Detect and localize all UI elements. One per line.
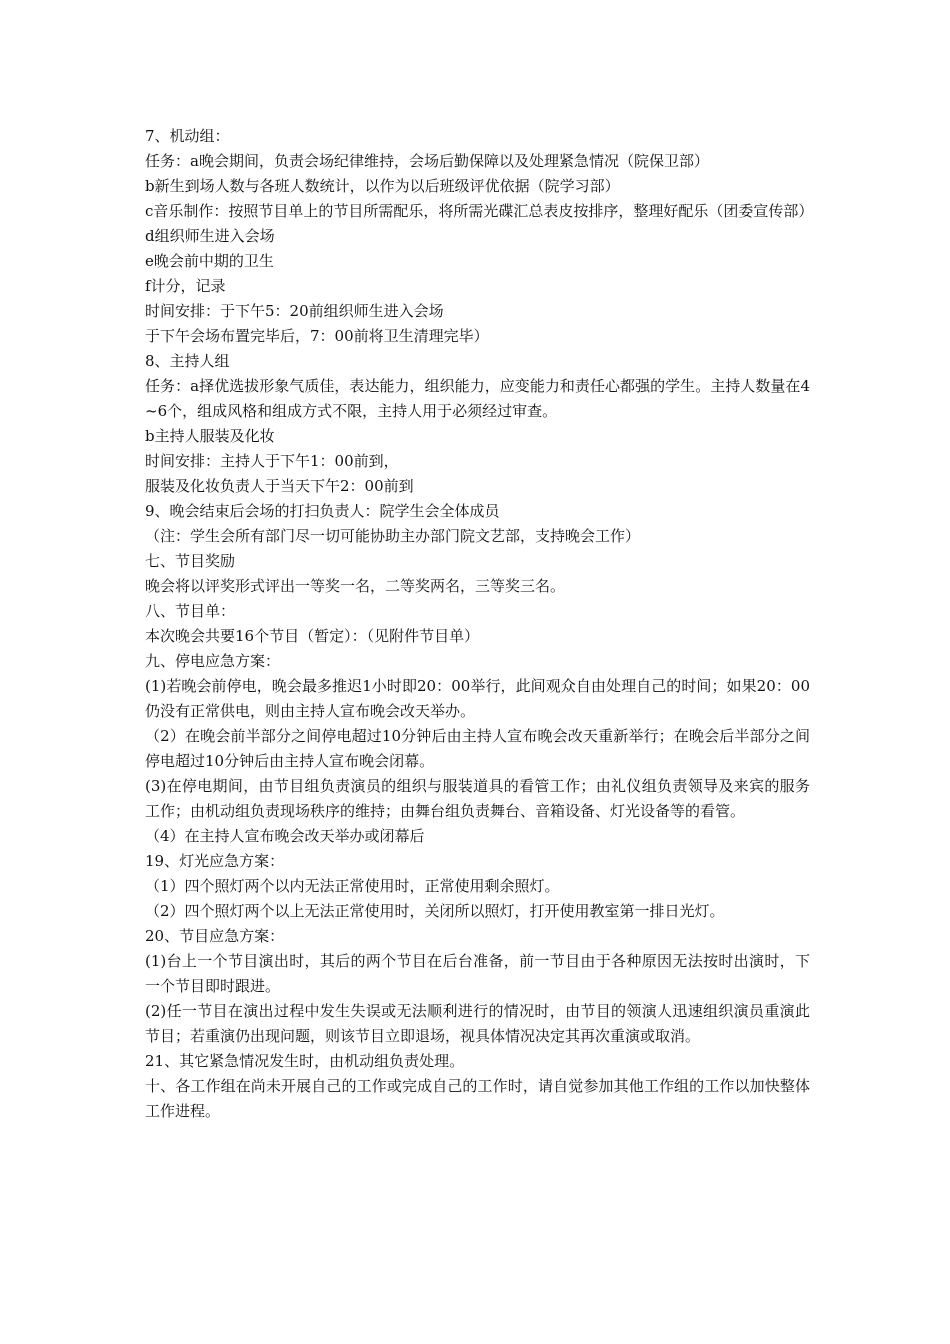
paragraph: c音乐制作：按照节目单上的节目所需配乐，将所需光碟汇总表皮按排序，整理好配乐（团委宣传部） [145, 202, 814, 220]
paragraph: 19、灯光应急方案： [145, 852, 285, 870]
paragraph: b新生到场人数与各班人数统计，以作为以后班级评优依据（院学习部） [145, 177, 620, 195]
paragraph: 晚会将以评奖形式评出一等奖一名，二等奖两名，三等奖三名。 [145, 577, 566, 595]
paragraph: b主持人服装及化妆 [145, 427, 275, 445]
paragraph: 时间安排：主持人于下午1：00前到， [145, 452, 399, 470]
paragraph: 任务：a晚会期间，负责会场纪律维持，会场后勤保障以及处理紧急情况（院保卫部） [145, 152, 709, 170]
paragraph: 九、停电应急方案： [145, 652, 281, 670]
paragraph: 本次晚会共要16个节目（暂定）：（见附件节目单） [145, 627, 480, 645]
paragraph: （4）在主持人宣布晚会改天举办或闭幕后 [145, 827, 425, 845]
paragraph: 9、晚会结束后会场的打扫负责人：院学生会全体成员 [145, 502, 500, 520]
paragraph: 21、其它紧急情况发生时，由机动组负责处理。 [145, 1052, 465, 1070]
paragraph: 7、机动组： [145, 127, 230, 145]
paragraph: 20、节目应急方案： [145, 927, 285, 945]
paragraph: 于下午会场布置完毕后，7：00前将卫生清理完毕） [145, 327, 489, 345]
paragraph: 七、节目奖励 [145, 552, 236, 570]
paragraph: 8、主持人组 [145, 352, 230, 370]
paragraph: (1)台上一个节目演出时，其后的两个节目在后台准备，前一节目由于各种原因无法按时出演时，下一个节目即时跟进。 [145, 952, 810, 995]
paragraph: （2）在晚会前半部分之间停电超过10分钟后由主持人宣布晚会改天重新举行；在晚会后半部分之间停电超过10分钟后由主持人宣布晚会闭幕。 [145, 727, 810, 770]
paragraph: e晚会前中期的卫生 [145, 252, 274, 270]
paragraph: (1)若晚会前停电，晚会最多推迟1小时即20：00举行，此间观众自由处理自己的时间；如果20：00仍没有正常供电，则由主持人宣布晚会改天举办。 [145, 677, 810, 720]
paragraph: (2)任一节目在演出过程中发生失误或无法顺利进行的情况时，由节目的领演人迅速组织演员重演此节目；若重演仍出现问题，则该节目立即退场，视具体情况决定其再次重演或取消。 [145, 1002, 810, 1045]
paragraph: (3)在停电期间，由节目组负责演员的组织与服装道具的看管工作；由礼仪组负责领导及来宾的服务工作；由机动组负责现场秩序的维持；由舞台组负责舞台、音箱设备、灯光设备等的看管。 [145, 777, 810, 820]
paragraph: 服装及化妆负责人于当天下午2：00前到 [145, 477, 414, 495]
paragraph: d组织师生进入会场 [145, 227, 275, 245]
paragraph: 十、各工作组在尚未开展自己的工作或完成自己的工作时，请自觉参加其他工作组的工作以加快整体工作进程。 [145, 1077, 810, 1120]
paragraph: （2）四个照灯两个以上无法正常使用时，关闭所以照灯，打开使用教室第一排日光灯。 [145, 902, 725, 920]
paragraph: （1）四个照灯两个以内无法正常使用时，正常使用剩余照灯。 [145, 877, 560, 895]
paragraph: 八、节目单： [145, 602, 236, 620]
document-body [145, 124, 814, 1124]
paragraph: 时间安排：于下午5：20前组织师生进入会场 [145, 302, 444, 320]
paragraph: f计分，记录 [145, 277, 226, 295]
paragraph: 任务：a择优选拔形象气质佳，表达能力，组织能力，应变能力和责任心都强的学生。主持人数量在4~6个，组成风格和组成方式不限，主持人用于必须经过审查。 [145, 377, 810, 420]
paragraph: （注：学生会所有部门尽一切可能协助主办部门院文艺部，支持晚会工作） [145, 527, 641, 545]
